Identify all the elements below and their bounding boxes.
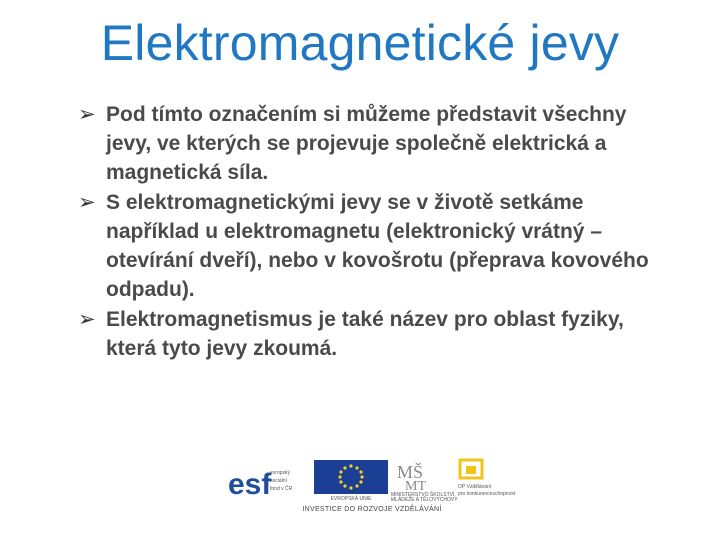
msmt-logo — [391, 456, 458, 503]
bullet-text: Elektromagnetismus je také název pro oblast fyziky, která tyto jevy zkoumá. — [106, 308, 624, 360]
svg-text:esf: esf — [228, 468, 272, 501]
arrow-right-icon: ➢ — [78, 103, 96, 126]
op-text-line: OP Vzdělávání — [458, 484, 492, 490]
msmt-text-line: MINISTERSTVO ŠKOLSTVÍ, — [391, 492, 456, 498]
esf-text-line: evropský — [270, 470, 291, 476]
sponsor-logos — [226, 454, 516, 520]
esf-text-line: fond v ČR — [270, 486, 293, 492]
op-logo — [456, 458, 516, 502]
bullet-list — [78, 100, 668, 364]
list-item — [78, 305, 668, 363]
eu-label: EVROPSKÁ UNIE — [330, 496, 372, 502]
esf-text-line: sociální — [270, 478, 287, 484]
esf-logo — [226, 458, 304, 502]
arrow-right-icon: ➢ — [78, 308, 96, 331]
list-item — [78, 188, 668, 304]
arrow-right-icon: ➢ — [78, 191, 96, 214]
bullet-text: S elektromagnetickými jevy se v životě setkáme například u elektromagnetu (elektronický vrátný – otevírání dveří), nebo v kovošrotu (přeprava kovového odpadu). — [106, 191, 649, 301]
list-item — [78, 100, 668, 187]
msmt-text-line: MLÁDEŽE A TĚLOVÝCHOVY — [391, 497, 458, 503]
op-text-line: pro konkurenceschopnost — [458, 491, 516, 497]
svg-text:MŠ: MŠ — [397, 462, 424, 482]
svg-text:MT: MT — [405, 479, 426, 494]
investment-caption: INVESTICE DO ROZVOJE VZDĚLÁVÁNÍ — [302, 506, 442, 513]
eu-flag-logo — [314, 460, 388, 502]
slide-title: Elektromagnetické jevy — [100, 15, 620, 71]
bullet-text: Pod tímto označením si můžeme představit všechny jevy, ve kterých se projevuje společně elektrická a magnetická síla. — [106, 103, 627, 184]
